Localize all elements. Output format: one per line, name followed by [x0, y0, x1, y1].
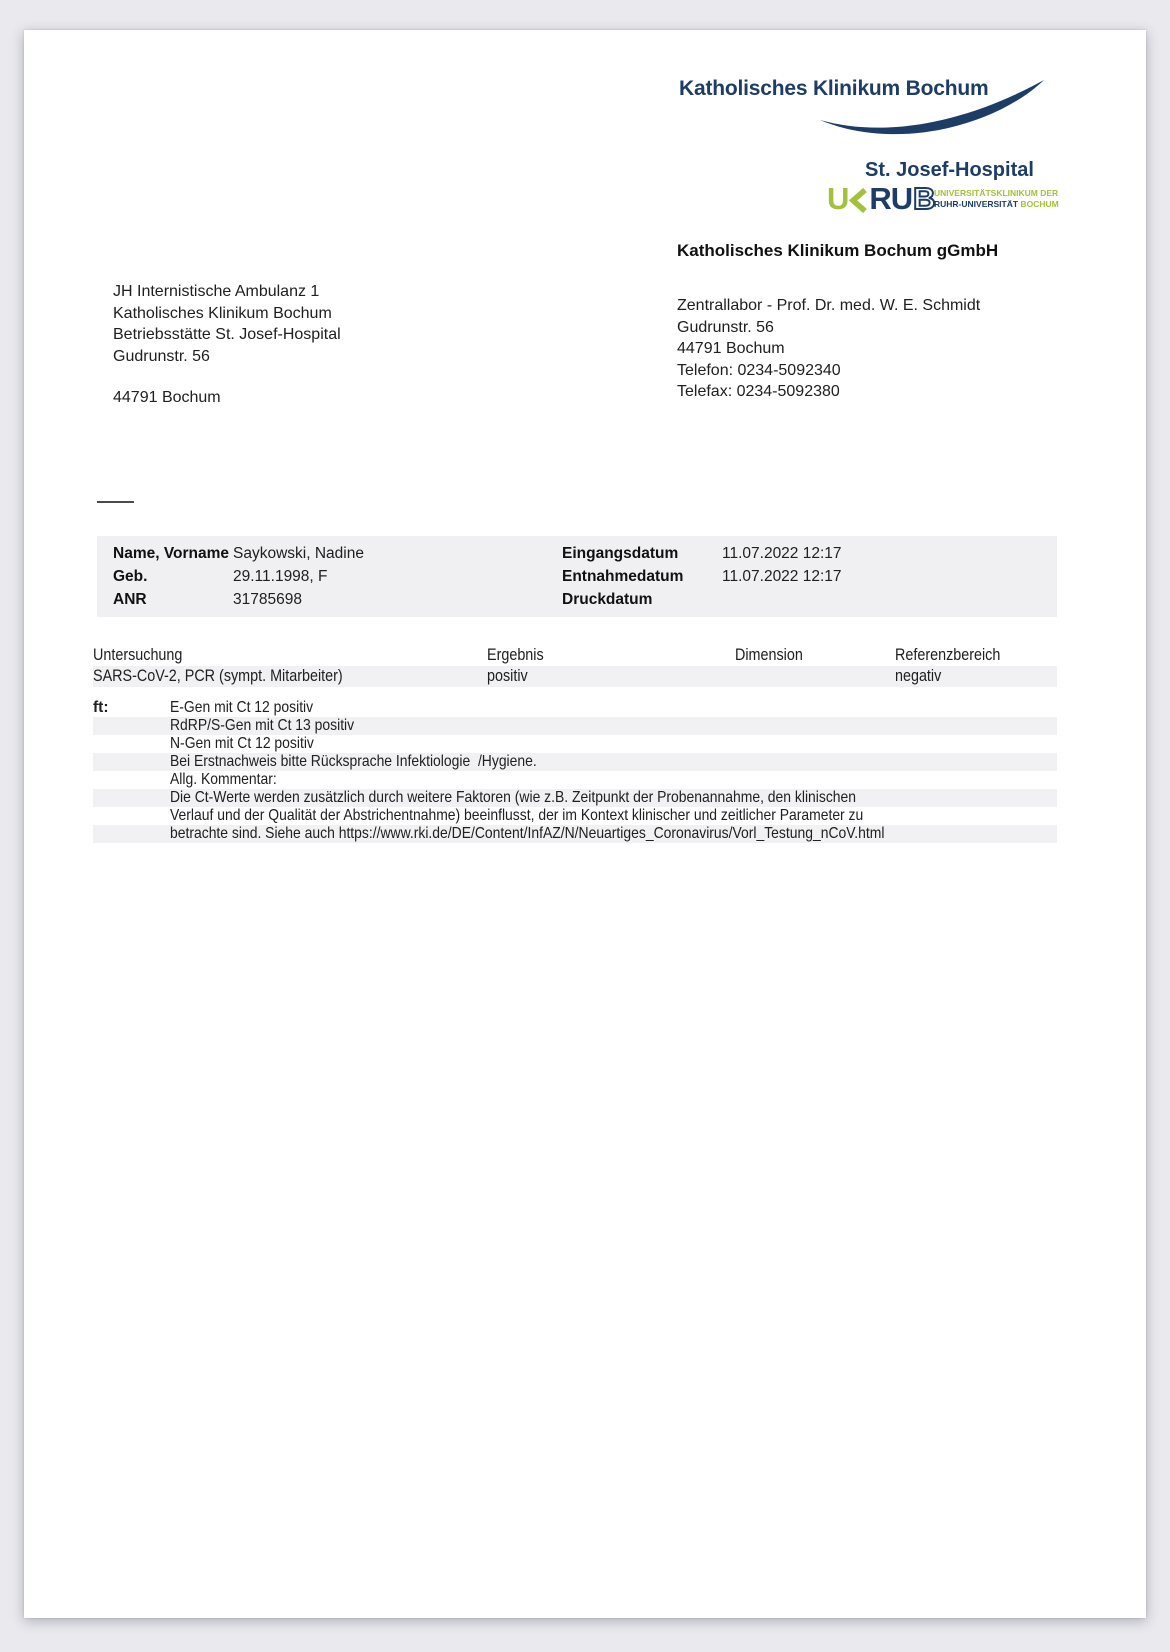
column-header-referenzbereich: Referenzbereich — [895, 646, 1001, 664]
footnote-block — [93, 699, 1057, 843]
patient-name-value: Saykowski, Nadine — [233, 545, 364, 562]
hospital-name: St. Josef-Hospital — [865, 159, 1034, 181]
patient-anr-value: 31785698 — [233, 591, 302, 608]
address-line: Zentrallabor - Prof. Dr. med. W. E. Schmidt — [677, 297, 981, 314]
column-header-untersuchung: Untersuchung — [93, 646, 183, 664]
address-line: Telefon: 0234-5092340 — [677, 361, 841, 379]
footnote-line: Verlauf und der Qualität der Abstrichentnahme) beeinflusst, der im Kontext klinischer und zeitlicher Parameter zu — [170, 807, 864, 824]
result-value: positiv — [487, 667, 528, 685]
patient-geb-value: 29.11.1998, F — [233, 568, 328, 585]
fold-mark — [97, 501, 134, 503]
address-line: 44791 Bochum — [677, 340, 785, 357]
footnote-line: betrachte sind. Siehe auch https://www.rki.de/DE/Content/InfAZ/N/Neuartiges_Coronavirus/Vorl_Testung_nCoV.html — [93, 825, 1057, 843]
rub-logo-b: B — [913, 181, 936, 216]
patient-name-label: Name, Vorname — [113, 545, 230, 562]
address-line: Telefax: 0234-5092380 — [677, 383, 840, 400]
footnote-label: ft: — [93, 699, 109, 716]
results-header-row — [93, 645, 1057, 665]
result-row — [93, 666, 1057, 687]
lab-address — [677, 295, 980, 403]
footnote-line: Bei Erstnachweis bitte Rücksprache Infektiologie /Hygiene. — [93, 753, 1057, 771]
eingangsdatum-label: Eingangsdatum — [562, 545, 679, 562]
address-line: Gudrunstr. 56 — [677, 318, 774, 336]
address-line: Katholisches Klinikum Bochum — [113, 304, 332, 322]
entnahmedatum-label: Entnahmedatum — [562, 568, 684, 585]
patient-info-box — [97, 536, 1057, 617]
address-city: 44791 Bochum — [113, 389, 221, 406]
entnahmedatum-value: 11.07.2022 12:17 — [722, 568, 842, 585]
company-title: Katholisches Klinikum Bochum gGmbH — [677, 241, 999, 260]
uk-logo-u: U — [827, 181, 849, 216]
uni-caption-line1: UNIVERSITÄTSKLINIKUM DER — [934, 188, 1059, 198]
footnote-line: N-Gen mit Ct 12 positiv — [170, 735, 314, 752]
footnote-line: Allg. Kommentar: — [170, 771, 277, 788]
address-line: Betriebsstätte St. Josef-Hospital — [113, 326, 341, 343]
column-header-dimension: Dimension — [735, 646, 803, 664]
swoosh-icon — [796, 74, 1050, 166]
recipient-address — [113, 281, 341, 409]
address-line: JH Internistische Ambulanz 1 — [113, 283, 320, 300]
footnote-line: Die Ct-Werte werden zusätzlich durch weitere Faktoren (wie z.B. Zeitpunkt der Probenannahme, den klinischen — [93, 789, 1057, 807]
uni-caption-line2: RUHR-UNIVERSITÄT BOCHUM — [934, 199, 1059, 209]
clinic-logo-text: Katholisches Klinikum Bochum — [679, 77, 989, 100]
druckdatum-label: Druckdatum — [562, 591, 653, 608]
result-reference: negativ — [895, 667, 942, 685]
patient-geb-label: Geb. — [113, 568, 148, 585]
ukrub-logo — [827, 181, 936, 217]
result-test-name: SARS-CoV-2, PCR (sympt. Mitarbeiter) — [93, 667, 343, 685]
column-header-ergebnis: Ergebnis — [487, 646, 544, 664]
rub-logo-ru: RU — [869, 181, 913, 216]
footnote-line: RdRP/S-Gen mit Ct 13 positiv — [93, 717, 1057, 735]
eingangsdatum-value: 11.07.2022 12:17 — [722, 545, 842, 562]
address-line: Gudrunstr. 56 — [113, 347, 210, 365]
uni-caption — [934, 188, 1059, 210]
patient-anr-label: ANR — [113, 591, 147, 608]
document-page — [24, 30, 1146, 1618]
footnote-line: ft: E-Gen mit Ct 12 positiv — [93, 699, 314, 716]
uk-chevron-icon — [848, 187, 868, 215]
